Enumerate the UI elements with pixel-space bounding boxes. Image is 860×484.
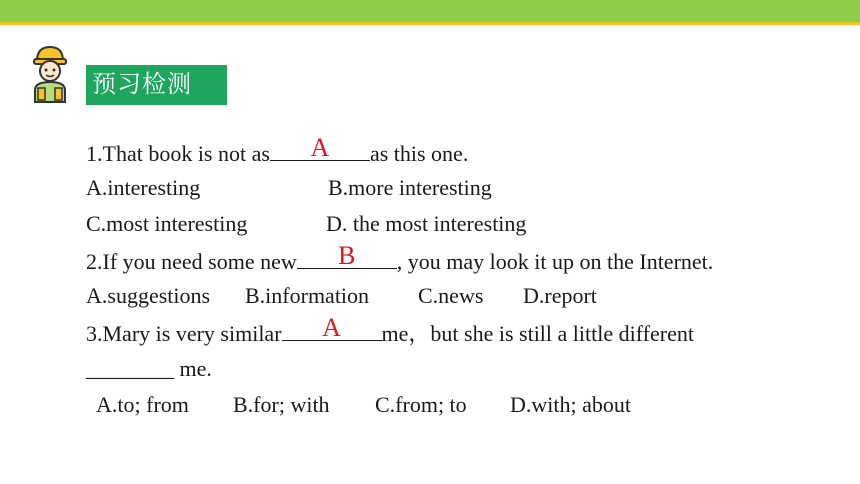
option: C.from; to	[375, 392, 467, 417]
question-text: me，but she is still a little different	[381, 321, 694, 346]
option: D.with; about	[510, 392, 631, 417]
top-banner	[0, 0, 860, 22]
section-title: 预习检测	[92, 70, 192, 98]
option: A.suggestions	[86, 283, 211, 308]
answer-mark: A	[310, 133, 330, 162]
answer-blank	[270, 133, 370, 162]
answer-blank	[282, 313, 382, 342]
accent-line	[0, 22, 860, 25]
option: B.more interesting	[328, 175, 492, 200]
question-text: 1.That book is not as	[86, 141, 270, 166]
option: B.information	[245, 283, 370, 308]
option: B.for; with	[233, 392, 330, 417]
question-text: 2.If you need some new	[86, 249, 297, 274]
option: C.news	[418, 283, 484, 308]
question-text: 3.Mary is very similar	[86, 321, 282, 346]
question-text: as this one.	[369, 141, 469, 166]
option: A.to; from	[96, 392, 189, 417]
question-3-line-2: ________ me.	[86, 356, 212, 381]
option: D. the most interesting	[326, 211, 527, 236]
answer-blank	[297, 241, 397, 270]
question-text: , you may look it up on the Internet.	[396, 249, 714, 274]
question-3	[86, 313, 694, 348]
option: C.most interesting	[86, 211, 248, 236]
option: A.interesting	[86, 175, 201, 200]
option: D.report	[523, 283, 597, 308]
answer-mark: A	[322, 313, 341, 342]
answer-mark: B	[338, 241, 356, 270]
question-2	[86, 241, 714, 276]
question-1	[86, 133, 469, 168]
student-with-cap-icon	[28, 44, 72, 104]
